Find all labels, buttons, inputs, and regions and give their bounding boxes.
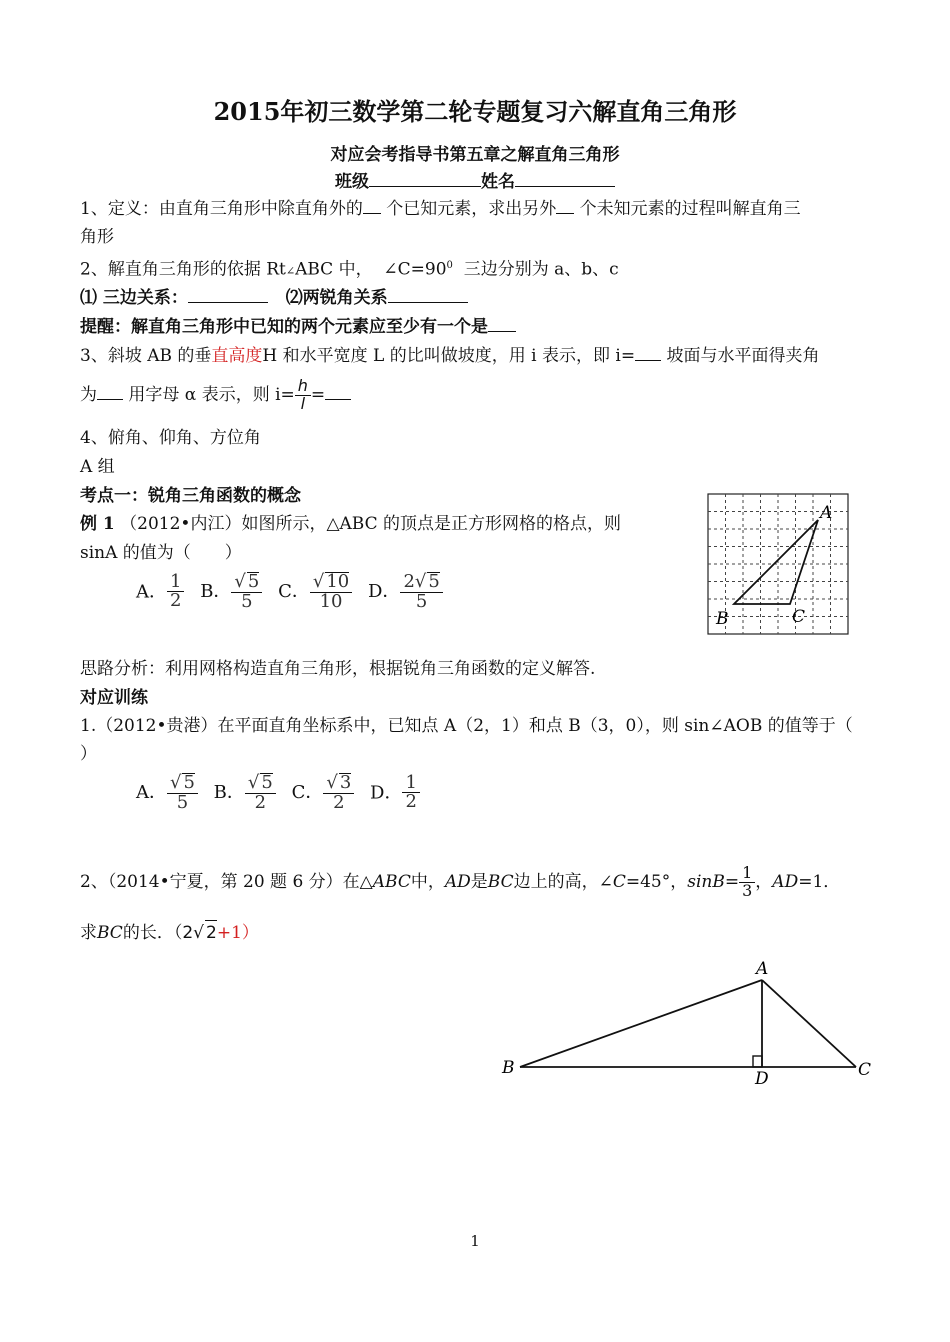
vertex-label-c: C [792,607,806,627]
choice-fraction [167,570,184,612]
blank [556,195,574,214]
s3-text-a: 3、斜坡 AB 的垂 [80,346,212,366]
side-ac [762,980,856,1067]
frac-den: 2 [254,791,267,813]
section-3-line-2 [80,372,351,418]
q2-text: = [724,872,740,892]
vertex-label-a: A [756,959,769,979]
blank [97,381,123,400]
q2-text: 求 [80,923,97,943]
choice-label: C． [278,580,310,602]
side-relation-label: ⑴ 三边关系： [80,288,188,308]
name-blank [515,168,615,187]
frac-den: 5 [241,590,253,612]
vertex-label-b: B [716,609,729,629]
right-angle-mark [753,1056,762,1067]
side-ab [520,980,762,1067]
s1-text-b: 个已知元素，求出另外 [386,199,557,219]
answer-radicand: 2 [205,920,217,945]
q2-text: AD [444,872,471,892]
choice-fraction [245,773,276,813]
section-3-line-1 [80,342,819,368]
vertex-label-d: D [755,1069,769,1089]
radicand: 5 [428,571,440,592]
frac-den: 5 [415,590,428,612]
class-name-line [0,167,950,192]
choice-fraction [400,572,442,612]
q2-text: ABC [372,872,411,892]
hint-line [80,313,516,339]
class-label: 班级 [335,172,369,192]
s2-text-b: ABC 中， [295,259,373,280]
example-1-text: （2012•内江）如图所示，△ABC 的顶点是正方形网格的格点，则 [120,514,622,534]
section-4-line: 4、俯角、仰角、方位角 [80,428,261,448]
angle-relation-label: ⑵两锐角关系 [285,288,388,308]
choice-fraction [231,572,262,612]
choice-c[interactable] [278,572,352,612]
subtitle: 对应会考指导书第五章之解直角三角形 [330,145,620,165]
question-2-line-1 [80,860,840,904]
frac-num: √ 3 [323,773,354,794]
choice-label: D． [368,580,401,602]
vertex-label-c: C [858,1060,872,1080]
section-2-line [80,254,619,284]
q2-text: 是 [470,872,488,892]
s3-text-f: = [310,385,326,405]
choice-fraction [323,773,354,813]
s3-text-d: 为 [80,385,97,405]
q2-text: 的长．（ [122,923,183,943]
question-1-choices [136,773,430,813]
q2-text: 边上的高，∠ [513,872,613,892]
frac-num: √ 10 [310,572,352,593]
s2-text-c: ∠C=90 [383,259,447,280]
frac-num: √ 5 [167,773,198,794]
q2-text: 2、（2014•宁夏，第 20 题 6 分）在△ [80,872,373,892]
kaodian-heading: 考点一：锐角三角函数的概念 [80,486,301,506]
section-2b-line [80,284,468,310]
frac-den: l [300,394,306,413]
answer-red-part: +1 [216,923,242,943]
q2-text: 中， [410,872,445,892]
group-a-label: A 组 [80,457,115,477]
choice-label: A． [136,781,167,803]
answer-coefficient: 2 [182,923,194,943]
q2-text: =45°， [625,872,688,892]
frac-den: 3 [742,881,753,900]
analysis-line: 思路分析：利用网格构造直角三角形，根据锐角三角函数的定义解答. [80,659,596,679]
right-triangle-figure [490,950,890,1090]
s2-text-d: 三边分别为 a、b、c [463,259,619,280]
s1-text-c: 个未知元素的过程叫解直角三 [579,199,801,219]
frac-num: h [295,378,311,396]
choice-a[interactable] [136,570,184,612]
choice-label: D． [370,781,403,803]
section-1-line-2: 角形 [80,227,114,247]
answer-close-paren: ） [241,923,259,943]
answer-expression: 2√ 2+1） [182,923,259,943]
blank [325,381,351,400]
page-number: 1 [470,1232,480,1250]
radicand: 10 [326,571,350,592]
frac-num: √ 5 [245,773,276,794]
q2-text: BC [97,923,123,943]
example-1-choices [136,572,453,612]
choice-c[interactable] [292,773,355,813]
name-label: 姓名 [481,172,515,192]
q2-text: BC [487,872,514,892]
choice-d[interactable] [368,572,443,612]
example-1-line-2: sinA 的值为（ ） [80,543,242,563]
blank [488,313,516,332]
choice-d[interactable] [370,771,420,813]
class-blank [369,168,481,187]
frac-num: 1 [167,573,184,593]
choice-b[interactable] [200,572,262,612]
blank [388,284,468,303]
vertex-label-b: B [502,1058,515,1078]
s3-text-e: 用字母 α 表示，则 i= [128,385,295,405]
frac-num: 1 [402,774,419,794]
choice-fraction [167,773,198,813]
frac-den: 10 [319,590,343,612]
choice-label: B． [200,580,232,602]
blank [635,342,661,361]
question-1-line-2: ） [80,744,97,764]
choice-fraction [402,771,419,813]
frac-den: 2 [405,791,417,813]
question-2-line-2 [80,920,259,945]
q2-text: sinB [687,872,725,892]
grid-triangle-figure [706,492,850,636]
choice-fraction [310,572,352,612]
s3-text-b: H 和水平宽度 L 的比叫做坡度，用 i 表示，即 i= [262,346,636,366]
q2-text: AD [772,872,799,892]
choice-a[interactable] [136,773,198,813]
s1-text-a: 1、定义：由直角三角形中除直角外的 [80,199,363,219]
angle-symbol: ∠ [285,264,296,278]
blank [363,195,381,214]
q2-text: ， [755,872,773,892]
radicand: 5 [183,772,195,793]
training-heading: 对应训练 [80,688,148,708]
frac-num: √ 5 [231,572,262,593]
section-1-line-1 [80,195,801,221]
frac-num: 1 [739,865,755,883]
s3-red-text: 直高度 [211,346,263,366]
frac-den: 2 [333,791,345,813]
s3-text-c: 坡面与水平面得夹角 [666,346,820,366]
triangle-abc [734,520,818,604]
radicand: 5 [247,571,260,592]
choice-label: A． [136,580,167,602]
example-1-line-1 [80,512,621,536]
page-title: 2015年初三数学第二轮专题复习六解直角三角形 [213,97,737,126]
hint-text: 提醒：解直角三角形中已知的两个元素应至少有一个是 [80,317,488,337]
q2-text: C [612,872,626,892]
frac-den: 2 [170,590,182,612]
sinb-fraction [739,865,755,900]
choice-label: C． [291,781,324,803]
radicand: 3 [339,772,352,793]
slope-fraction [295,378,311,413]
blank [188,284,268,303]
choice-label: B． [213,781,245,803]
frac-num: 2√ 5 [400,572,442,593]
frac-den: 5 [176,791,189,813]
vertex-label-a: A [820,503,833,523]
choice-b[interactable] [214,773,276,813]
radicand: 5 [261,772,273,793]
coefficient: 2 [403,571,415,592]
s2-text-a: 2、解直角三角形的依据 Rt [80,259,286,280]
q2-text: =1． [798,872,841,892]
question-1-line-1: 1.（2012•贵港）在平面直角坐标系中，已知点 A（2，1）和点 B（3，0），则 sin∠AOB 的值等于（ [80,716,853,736]
example-1-label: 例 1 [80,514,115,534]
s2-sup: 0 [446,260,453,271]
